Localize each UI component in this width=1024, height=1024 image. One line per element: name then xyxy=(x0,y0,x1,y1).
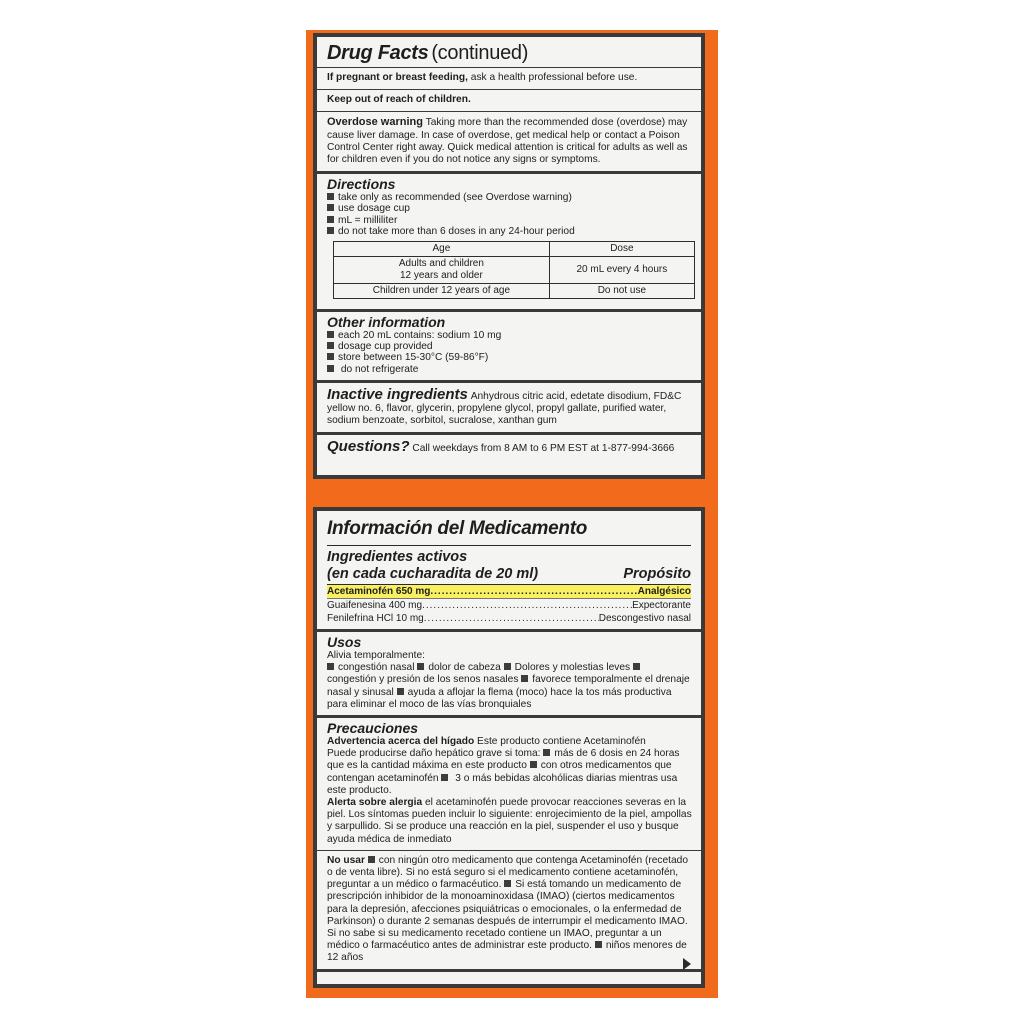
bullet-icon xyxy=(417,663,424,670)
bullet-icon xyxy=(327,204,334,211)
precauciones-section xyxy=(317,718,701,851)
proposito-heading: Propósito xyxy=(623,566,691,582)
overdose-warning-text: Taking more than the recommended dose (overdose) may cause liver damage. In case of overdose, get medical help or contact a Poison Control Center right away. Quick medical attention is critical for adults as well as for children even if you do not notice any signs or symptoms. xyxy=(327,117,688,166)
leader-dots xyxy=(424,612,599,625)
list-item: each 20 mL contains: sodium 10 mg xyxy=(327,330,693,341)
bullet-icon xyxy=(530,761,537,768)
liver-warning-label: Advertencia acerca del hígado xyxy=(327,736,475,748)
bullet-icon xyxy=(327,216,334,223)
product-box-panel xyxy=(306,30,718,998)
directions-heading: Directions xyxy=(327,176,396,193)
dosage-table xyxy=(333,241,695,299)
other-information-list xyxy=(327,330,693,376)
age-cell: Children under 12 years of age xyxy=(334,284,550,299)
ingredient-row-acetaminofen xyxy=(327,585,691,598)
list-item: do not refrigerate xyxy=(327,364,693,375)
usos-section xyxy=(317,632,701,718)
table-row xyxy=(334,257,695,284)
dose-cell: Do not use xyxy=(549,284,694,299)
questions-text: Call weekdays from 8 AM to 6 PM EST at 1-877-994-3666 xyxy=(412,443,675,455)
directions-section xyxy=(317,174,701,312)
usos-intro: Alivia temporalmente: xyxy=(327,650,425,661)
drug-facts-title-suffix: (continued) xyxy=(431,42,529,64)
list-item: use dosage cup xyxy=(327,203,693,214)
bullet-icon xyxy=(397,688,404,695)
allergy-alert-label: Alerta sobre alergia xyxy=(327,797,423,809)
inactive-ingredients-text: Anhydrous citric acid, edetate disodium, FD&C yellow no. 6, flavor, glycerin, propylene glycol, propyl gallate, purified water, sodium benzoate, sorbitol, sucralose, xanthan gum xyxy=(327,390,682,427)
drug-facts-header xyxy=(317,37,701,68)
bullet-icon xyxy=(504,663,511,670)
bullet-icon xyxy=(327,193,334,200)
other-information-heading: Other information xyxy=(327,314,446,331)
list-item: take only as recommended (see Overdose warning) xyxy=(327,192,693,203)
list-item: do not take more than 6 doses in any 24-hour period xyxy=(327,226,693,237)
leader-dots xyxy=(422,599,632,612)
inactive-ingredients-heading: Inactive ingredients xyxy=(327,385,468,403)
pregnancy-warning-label: If pregnant or breast feeding, xyxy=(327,72,468,83)
bullet-icon xyxy=(327,365,334,372)
precauciones-heading: Precauciones xyxy=(327,720,419,737)
questions-section xyxy=(317,435,701,459)
bullet-icon xyxy=(633,663,640,670)
table-header-row xyxy=(334,242,695,257)
ingredient-name: Fenilefrina HCl 10 mg xyxy=(327,613,424,624)
ingredient-purpose: Analgésico xyxy=(637,586,691,597)
questions-heading: Questions? xyxy=(327,438,410,456)
ingredient-row-fenilefrina xyxy=(327,612,691,625)
list-item: dosage cup provided xyxy=(327,341,693,352)
bullet-icon xyxy=(595,941,602,948)
bullet-icon xyxy=(543,749,550,756)
dose-cell: 20 mL every 4 hours xyxy=(549,257,694,284)
inactive-ingredients-section xyxy=(317,383,701,436)
age-cell: Adults and children 12 years and older xyxy=(334,257,550,284)
bullet-icon xyxy=(327,663,334,670)
dose-column-header: Dose xyxy=(549,242,694,257)
liver-warning: Advertencia acerca del hígado Este producto contiene Acetaminofén Puede producirse daño hepático grave si toma: más de 6 dosis en 24 horas que es la cantidad máxima en este producto con otros medicamentos que contengan acetaminofén 3 o más bebidas alcohólicas diarias mientras usa este producto. xyxy=(327,736,680,796)
bullet-icon xyxy=(521,675,528,682)
drug-facts-panel xyxy=(313,33,705,479)
drug-facts-title: Drug Facts xyxy=(327,42,429,64)
list-item: mL = milliliter xyxy=(327,215,693,226)
ingredient-row-guaifenesina xyxy=(327,598,691,612)
usos-list: congestión nasal dolor de cabeza Dolores y molestias leves congestión y presión de los senos nasales favorece temporalmente el drenaje nasal y sinusal ayuda a aflojar la flema (moco) hace la tos más productiva para eliminar el moco de las vías bronquiales xyxy=(327,662,690,710)
ingredient-name: Guaifenesina 400 mg xyxy=(327,600,423,611)
directions-list xyxy=(327,192,693,237)
pregnancy-warning-text: ask a health professional before use. xyxy=(467,72,638,83)
bullet-icon xyxy=(441,774,448,781)
bullet-icon xyxy=(368,856,375,863)
leader-dots xyxy=(430,585,637,598)
informacion-title: Información del Medicamento xyxy=(327,517,691,546)
list-item: store between 15-30°C (59-86°F) xyxy=(327,352,693,363)
ingredientes-heading-line1: Ingredientes activos xyxy=(327,549,468,565)
pregnancy-warning xyxy=(317,68,701,90)
no-usar-label: No usar xyxy=(327,854,365,866)
ingredientes-heading-line2: (en cada cucharadita de 20 ml) xyxy=(327,566,539,582)
allergy-alert: Alerta sobre alergia el acetaminofén puede provocar reacciones severas en la piel. Los síntomas pueden incluir lo siguiente: enrojecimiento de la piel, ampollas y sarpullido. Si se produce una reacción en la piel, suspender el uso y busque ayuda médica de inmediato xyxy=(327,797,692,845)
ingredient-name: Acetaminofén 650 mg xyxy=(327,586,431,597)
keep-out-of-reach xyxy=(317,90,701,112)
ingredient-purpose: Expectorante xyxy=(632,600,691,611)
ingredient-purpose: Descongestivo nasal xyxy=(598,613,691,624)
bullet-icon xyxy=(327,353,334,360)
bullet-icon xyxy=(327,331,334,338)
informacion-panel xyxy=(313,507,705,988)
bullet-icon xyxy=(504,880,511,887)
overdose-warning-label: Overdose warning xyxy=(327,116,423,129)
overdose-warning xyxy=(317,112,701,174)
bullet-icon xyxy=(327,342,334,349)
informacion-header-section xyxy=(317,511,701,632)
age-column-header: Age xyxy=(334,242,550,257)
continue-arrow-icon xyxy=(683,958,691,970)
keep-out-text: Keep out of reach of children. xyxy=(327,94,471,106)
other-information-section xyxy=(317,312,701,383)
usos-heading: Usos xyxy=(327,634,362,650)
bullet-icon xyxy=(327,227,334,234)
table-row xyxy=(334,284,695,299)
no-usar-section: No usar con ningún otro medicamento que contenga Acetaminofén (recetado o de venta libre). Si no está seguro si el medicamento contiene acetaminofén, preguntar a un médico o farmacéutico. Si está tomando un medicamento de prescripción inhibidor de la monoaminoxidasa (IMAO) (ciertos medicamentos para la depresión, afecciones psiquiátricas o emocionales, o la enfermedad de Parkinson) o durante 2 semanas después de interrumpir el medicamento IMAO. Si no sabe si su medicamento recetado contiene un IMAO, preguntar a un médico o farmacéutico antes de administrar este producto. niños menores de 12 años xyxy=(317,851,701,972)
